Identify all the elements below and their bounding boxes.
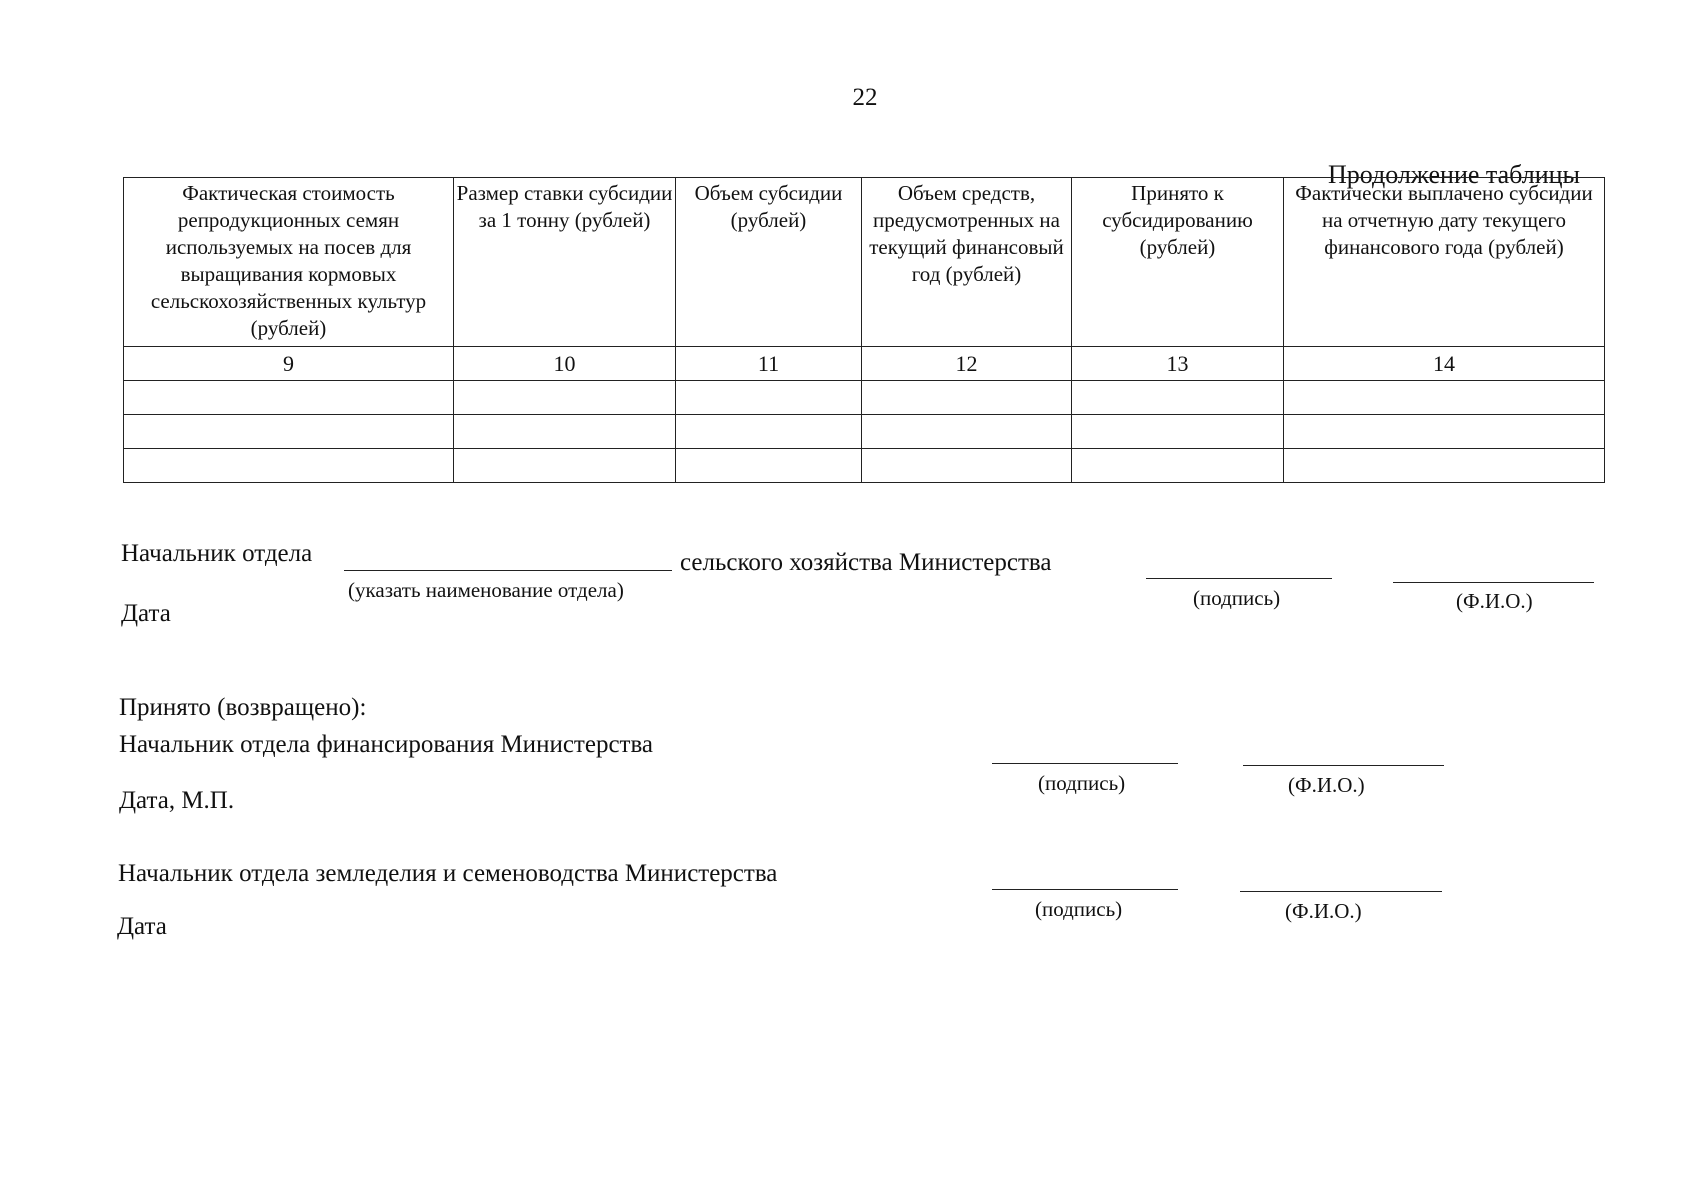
column-number: 10 (454, 347, 676, 381)
column-number: 13 (1072, 347, 1284, 381)
date-label: Дата (117, 913, 167, 940)
department-name-caption: (указать наименование отдела) (348, 578, 624, 602)
table-cell[interactable] (862, 449, 1072, 483)
table-cell[interactable] (1072, 449, 1284, 483)
table-cell[interactable] (124, 381, 454, 415)
column-header: Объем субсидии (рублей) (676, 178, 862, 347)
table-cell[interactable] (124, 449, 454, 483)
column-number-row (124, 347, 1605, 381)
table-row (124, 449, 1605, 483)
column-header: Фактическая стоимость репродукционных семян используемых на посев для выращивания кормовых сельскохозяйственных культур (рублей) (124, 178, 454, 347)
table-continuation-label: Продолжение таблицы (1328, 160, 1580, 189)
name-caption: (Ф.И.О.) (1288, 773, 1365, 797)
column-number: 11 (676, 347, 862, 381)
table-row (124, 381, 1605, 415)
agriculture-head-label: Начальник отдела земледелия и семеноводства Министерства (118, 860, 778, 887)
table-cell[interactable] (1284, 381, 1605, 415)
signature-caption: (подпись) (1035, 897, 1123, 921)
department-suffix-label: сельского хозяйства Министерства (680, 549, 1052, 576)
signature-line[interactable] (992, 889, 1178, 890)
table-cell[interactable] (676, 415, 862, 449)
subsidy-table (123, 177, 1605, 483)
accepted-label: Принято (возвращено): (119, 694, 367, 721)
name-line[interactable] (1393, 582, 1594, 583)
page-number: 22 (852, 84, 878, 111)
name-caption: (Ф.И.О.) (1456, 589, 1533, 613)
date-stamp-label: Дата, М.П. (119, 787, 235, 814)
name-line[interactable] (1240, 891, 1442, 892)
signature-caption: (подпись) (1193, 586, 1281, 610)
table-row (124, 415, 1605, 449)
department-name-line[interactable] (344, 570, 672, 571)
table-cell[interactable] (1072, 381, 1284, 415)
column-number: 14 (1284, 347, 1605, 381)
name-line[interactable] (1243, 765, 1444, 766)
table-cell[interactable] (1284, 449, 1605, 483)
department-head-label: Начальник отдела (121, 540, 313, 567)
table-cell[interactable] (676, 381, 862, 415)
name-caption: (Ф.И.О.) (1285, 899, 1362, 923)
finance-head-label: Начальник отдела финансирования Министерства (119, 731, 654, 758)
column-header: Принято к субсидированию (рублей) (1072, 178, 1284, 347)
table-cell[interactable] (124, 415, 454, 449)
table-cell[interactable] (454, 449, 676, 483)
column-number: 9 (124, 347, 454, 381)
signature-line[interactable] (1146, 578, 1332, 579)
table-cell[interactable] (1072, 415, 1284, 449)
table-cell[interactable] (454, 415, 676, 449)
column-header: Размер ставки субсидии за 1 тонну (рублей) (454, 178, 676, 347)
column-header: Фактически выплачено субсидии на отчетную дату текущего финансового года (рублей) (1284, 178, 1605, 347)
column-number: 12 (862, 347, 1072, 381)
table-cell[interactable] (676, 449, 862, 483)
table-cell[interactable] (862, 381, 1072, 415)
table-cell[interactable] (1284, 415, 1605, 449)
date-label: Дата (121, 600, 171, 627)
column-header: Объем средств, предусмотренных на текущий финансовый год (рублей) (862, 178, 1072, 347)
signature-line[interactable] (992, 763, 1178, 764)
table-cell[interactable] (454, 381, 676, 415)
table-header-row (124, 178, 1605, 347)
signature-caption: (подпись) (1038, 771, 1126, 795)
table-cell[interactable] (862, 415, 1072, 449)
